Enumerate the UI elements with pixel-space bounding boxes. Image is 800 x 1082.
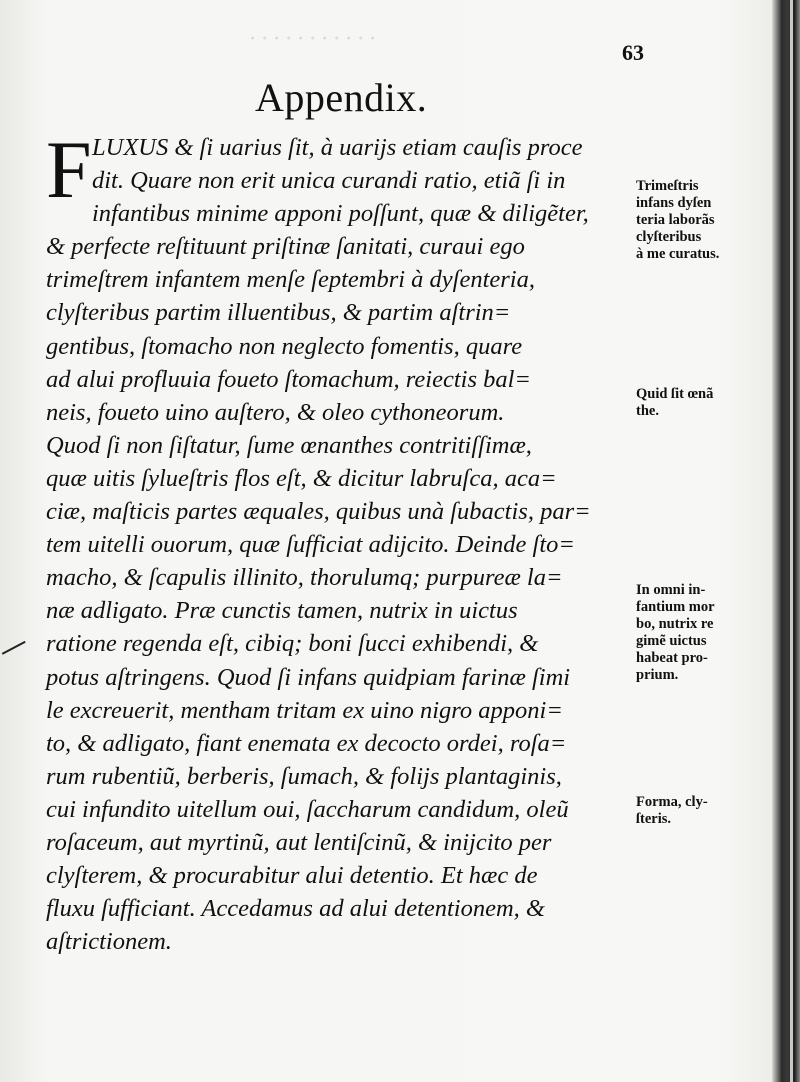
text-line: infantibus minime apponi poſſunt, quæ & diligẽter,	[92, 200, 589, 228]
margin-note-line: the.	[636, 403, 659, 419]
text-line: næ adligato. Præ cunctis tamen, nutrix in uictus	[46, 597, 518, 625]
main-text-block	[46, 124, 626, 958]
text-line: macho, & ſcapulis illinito, thorulumq; purpureæ la=	[46, 564, 563, 592]
text-line: gentibus, ſtomacho non neglecto fomentis, quare	[46, 332, 523, 360]
text-line: neis, foueto uino auſtero, & oleo cythoneorum.	[46, 398, 505, 426]
text-line: ad alui profluuia foueto ſtomachum, reiectis bal=	[46, 365, 531, 393]
text-line: LUXUS & ſi uarius ſit, à uarijs etiam cauſis proce	[92, 134, 583, 161]
book-spine-edge	[772, 0, 800, 1082]
text-line: ratione regenda eſt, cibiq; boni ſucci exhibendi, &	[46, 630, 539, 658]
ink-mark	[2, 641, 32, 667]
page-number: 63	[622, 40, 644, 65]
drop-cap: F	[46, 124, 92, 215]
margin-note-line: clyſteribus	[636, 229, 702, 245]
text-line: & perfecte reſtituunt priſtinæ ſanitati, curaui ego	[46, 233, 525, 261]
text-line: clyſteribus partim illuentibus, & partim aſtrin=	[46, 299, 511, 327]
text-line: ciæ, maſticis partes æquales, quibus unà ſubactis, par=	[46, 498, 591, 526]
text-line: to, & adligato, fiant enemata ex decocto ordei, roſa=	[46, 729, 567, 757]
margin-note-line: Forma, cly-	[636, 794, 708, 810]
margin-note-line: teria laborãs	[636, 212, 715, 228]
margin-note-nutrix	[636, 582, 776, 684]
text-line: dit. Quare non erit unica curandi ratio, etiã ſi in	[92, 167, 566, 195]
text-line: trimeſtrem infantem menſe ſeptembri à dyſenteria,	[46, 266, 535, 294]
margin-note-line: fantium mor	[636, 599, 715, 615]
text-line: quæ uitis ſylueſtris flos eſt, & dicitur labruſca, aca=	[46, 464, 557, 492]
text-line: Quod ſi non ſiſtatur, ſume œnanthes contritiſſimæ,	[46, 431, 532, 459]
text-line: potus aſtringens. Quod ſi infans quidpiam farinæ ſimi	[46, 663, 571, 691]
margin-note-line: In omni in-	[636, 582, 706, 598]
margin-note-line: ſteris.	[636, 811, 672, 827]
margin-note-line: prium.	[636, 667, 679, 683]
margin-note-line: à me curatus.	[636, 246, 720, 262]
margin-note-line: infans dyſen	[636, 195, 712, 211]
text-line: cui infundito uitellum oui, ſaccharum candidum, oleũ	[46, 795, 569, 823]
margin-note-line: habeat pro-	[636, 650, 708, 666]
text-line: clyſterem, & procurabitur alui detentio. Et hæc de	[46, 862, 538, 890]
margin-note-line: Trimeſtris	[636, 178, 699, 194]
margin-note-oenanthe	[636, 386, 776, 420]
text-line: le excreuerit, mentham tritam ex uino nigro apponi=	[46, 696, 563, 724]
margin-note-line: gimẽ uictus	[636, 633, 707, 649]
margin-note-line: bo, nutrix re	[636, 616, 714, 632]
margin-note-trimestris	[636, 178, 776, 263]
bleed-through-text: · · · · · · · · · · ·	[250, 26, 376, 52]
text-line: fluxu ſufficiant. Accedamus ad alui detentionem, &	[46, 895, 545, 923]
margin-note-clysteris	[636, 794, 776, 828]
margin-note-line: Quid ſit œnã	[636, 386, 714, 402]
text-line: roſaceum, aut myrtinũ, aut lentiſcinũ, & inijcito per	[46, 828, 552, 856]
text-line: tem uitelli ouorum, quæ ſufficiat adijcito. Deinde ſto=	[46, 531, 575, 559]
text-line: aſtrictionem.	[46, 928, 172, 956]
page-title: Appendix.	[255, 75, 428, 120]
text-line: rum rubentiũ, berberis, ſumach, & folijs plantaginis,	[46, 762, 562, 790]
